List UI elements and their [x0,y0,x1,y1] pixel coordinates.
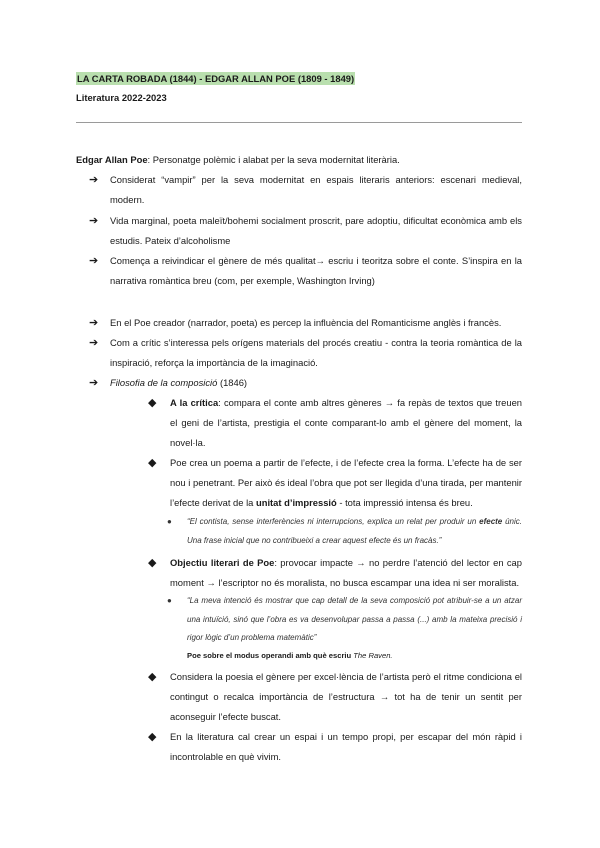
list-item-text: Vida marginal, poeta maleït/bohemi socialment proscrit, pare adoptiu, dificultat econòmica amb els estudis. Pateix d’alcoholisme [110,215,522,246]
sub-item-text: - tota impressió intensa és breu. [336,497,473,508]
intro-paragraph [76,150,522,170]
sub-item-text: : compara el conte amb altres gèneres → fa repàs de textos que treuen el geni de l’artista, prestigia el conte comparant-lo amb el gènere del moment, la novel·la. [170,397,522,448]
filosofia-year: (1846) [217,377,248,388]
diamond-bullet-icon: ◆ [148,671,157,683]
list-item [89,313,522,333]
sub-item-objectiu [148,553,522,593]
quote-text: “La meva intenció és mostrar que cap detall de la seva composició pot atribuir-se a un atzar una intuïció, sinó que l’obra es va desenvolupar passa a passa (...) amb la mateixa precisió i rigor lògic d’un problema matemàtic” [187,596,522,642]
document-title: LA CARTA ROBADA (1844) - EDGAR ALLAN POE (1809 - 1849) [77,73,355,84]
filosofia-title: Filosofia de la composició [110,377,218,388]
quote-text: “El contista, sense interferències ni interrupcions, explica un relat per produir un [187,517,480,526]
dot-bullet-icon: ● [167,517,172,526]
arrow-bullet-icon: ➔ [89,255,99,267]
list-item [89,333,522,373]
horizontal-rule [76,122,522,123]
diamond-bullet-icon: ◆ [148,557,157,569]
arrow-bullet-icon: ➔ [89,377,99,389]
dot-bullet-icon: ● [167,596,172,605]
quote-bold: efecte [479,517,503,526]
sub-item-text: En la literatura cal crear un espai i un tempo propi, per escapar del món ràpid i incontrolable en què vivim. [170,731,522,762]
arrow-bullet-icon: ➔ [89,215,99,227]
sub-item-efecte [148,453,522,513]
intro-bold: Edgar Allan Poe [76,154,148,165]
sub-item-poesia [148,667,522,727]
intro-text: : Personatge polèmic i alabat per la seva modernitat literària. [147,154,400,165]
sub-item-bold: unitat d’impressió [256,497,337,508]
arrow-bullet-icon: ➔ [89,337,99,349]
document-subtitle: Literatura 2022-2023 [76,92,167,103]
list-item-text: Com a crític s’interessa pels orígens materials del procés creatiu - contra la teoria romàntica de la inspiració, reforça la importància de la imaginació. [110,337,522,368]
diamond-bullet-icon: ◆ [148,457,157,469]
list-item [89,251,522,291]
sub-item-text: Considera la poesia el gènere per excel·lència de l’artista però el ritme condiciona el contingut o recalca importància de l’estructura → tot ha de tenir un sentit per aconseguir l’efecte buscat. [170,671,522,722]
sub-item-critica [148,393,522,453]
list-item-text: En el Poe creador (narrador, poeta) es percep la influència del Romanticisme anglès i francès. [110,317,502,328]
list-item-text: Comença a reivindicar el gènere de més qualitat→ escriu i teoritza sobre el conte. S’inspira en la narrativa romàntica breu (com, per exemple, Washington Irving) [110,255,522,286]
attribution-text: Poe sobre el modus operandi amb què escriu [187,651,354,660]
quote-attribution [187,651,393,661]
attribution-title: The Raven. [353,651,393,660]
sub-item-bold: A la crítica [170,397,219,408]
diamond-bullet-icon: ◆ [148,731,157,743]
quote-raven [167,592,522,648]
list-item-filosofia [89,373,522,393]
quote-efecte [167,513,522,550]
list-item-text: Considerat “vampir” per la seva modernitat en espais literaris anteriors: escenari medieval, modern. [110,174,522,205]
sub-item-text: : provocar impacte → no perdre l’atenció del lector en cap moment → l’escriptor no és moralista, no busca escampar una idea ni ser moralista. [170,557,522,588]
list-item [89,170,522,210]
diamond-bullet-icon: ◆ [148,397,157,409]
arrow-bullet-icon: ➔ [89,317,99,329]
sub-item-bold: Objectiu literari de Poe [170,557,275,568]
sub-item-text: Poe crea un poema a partir de l’efecte, i de l’efecte crea la forma. L’efecte ha de ser nou i penetrant. Per això és ideal l’obra que pot ser llegida d’una tirada, per mantenir l’efecte derivat de la [170,457,522,508]
list-item [89,211,522,251]
quote-text: únic. Una frase inicial que no contribueixi a crear aquest efecte és un fracàs.” [187,517,522,545]
sub-item-tempo [148,727,522,767]
arrow-bullet-icon: ➔ [89,174,99,186]
